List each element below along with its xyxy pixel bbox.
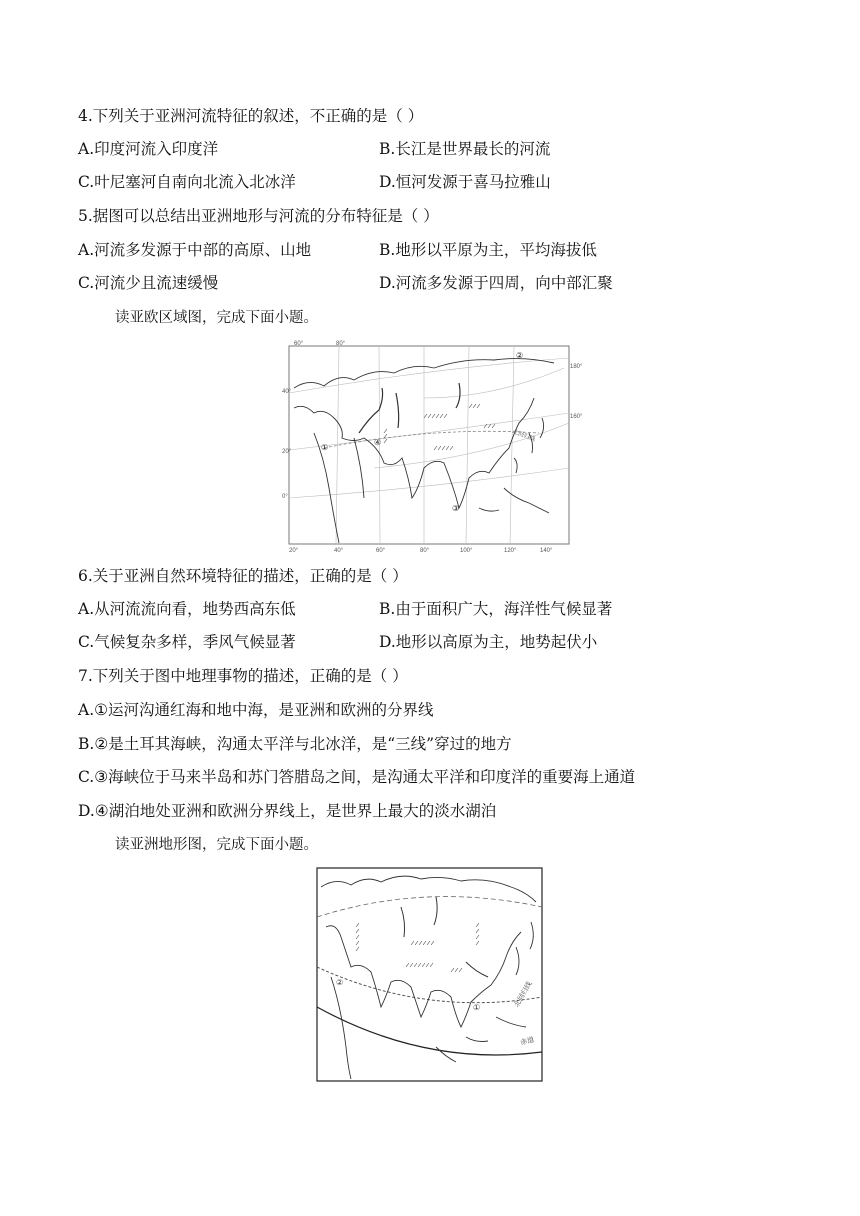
map1-marker-2: ② xyxy=(516,351,524,360)
q5-option-b: B.地形以平原为主，平均海拔低 xyxy=(379,241,597,259)
map1-lat-label: 20° xyxy=(282,449,292,455)
q5-stem: 5.据图可以总结出亚洲地形与河流的分布特征是（ ） xyxy=(78,207,439,225)
map1-lon-label-bottom: 120° xyxy=(504,548,517,554)
q7-option-d: D.④湖泊地处亚洲和欧洲分界线上，是世界上最大的淡水湖泊 xyxy=(78,802,497,820)
map2-marker-1: ① xyxy=(473,1003,481,1012)
map1-right-label: 180° xyxy=(570,364,583,370)
q4-stem: 4.下列关于亚洲河流特征的叙述，不正确的是（ ） xyxy=(78,107,424,125)
map2-tropic-label: 北回归线 xyxy=(513,980,534,1009)
q4-option-c: C.叶尼塞河自南向北流入北冰洋 xyxy=(78,173,296,191)
reading-intro-1: 读亚欧区域图，完成下面小题。 xyxy=(115,310,318,326)
map1-marker-4: ④ xyxy=(374,438,382,447)
map2-equator-label: 赤道 xyxy=(519,1036,536,1047)
map1-lon-label-bottom: 40° xyxy=(334,548,344,554)
eurasia-region-map xyxy=(282,338,583,554)
map1-lon-label-bottom: 80° xyxy=(420,548,430,554)
q4-option-a: A.印度河流入印度洋 xyxy=(78,140,219,158)
map1-lon-label-top: 60° xyxy=(294,341,304,347)
map2-marker-2: ② xyxy=(336,978,344,987)
q4-option-b: B.长江是世界最长的河流 xyxy=(379,140,551,158)
q6-option-a: A.从河流流向看，地势西高东低 xyxy=(78,600,296,618)
map1-lon-label-bottom: 60° xyxy=(376,548,386,554)
q5-option-d: D.河流多发源于四周，向中部汇聚 xyxy=(379,274,613,292)
q5-option-a: A.河流多发源于中部的高原、山地 xyxy=(78,241,312,259)
map1-tropic-label: 北回归线 xyxy=(511,429,536,444)
q7-option-b: B.②是土耳其海峡，沟通太平洋与北冰洋，是“三线”穿过的地方 xyxy=(78,735,512,753)
q6-option-c: C.气候复杂多样，季风气候显著 xyxy=(78,633,296,651)
reading-intro-2: 读亚洲地形图，完成下面小题。 xyxy=(115,837,318,853)
q7-stem: 7.下列关于图中地理事物的描述，正确的是（ ） xyxy=(78,667,408,685)
map1-lon-label-bottom: 20° xyxy=(289,548,299,554)
map1-marker-1: ① xyxy=(321,443,329,452)
map1-lat-label: 40° xyxy=(282,389,292,395)
map1-lat-label: 0° xyxy=(282,494,288,500)
q7-option-a: A.①运河沟通红海和地中海，是亚洲和欧洲的分界线 xyxy=(78,701,434,719)
q7-option-c: C.③海峡位于马来半岛和苏门答腊岛之间，是沟通太平洋和印度洋的重要海上通道 xyxy=(78,768,636,786)
q6-stem: 6.关于亚洲自然环境特征的描述，正确的是（ ） xyxy=(78,567,408,585)
q5-option-c: C.河流少且流速缓慢 xyxy=(78,274,219,292)
q6-option-d: D.地形以高原为主，地势起伏小 xyxy=(379,633,598,651)
asia-topographic-map xyxy=(316,867,544,1083)
q4-option-d: D.恒河发源于喜马拉雅山 xyxy=(379,173,551,191)
q6-option-b: B.由于面积广大，海洋性气候显著 xyxy=(379,600,613,618)
map1-marker-3: ③ xyxy=(452,504,460,513)
map1-right-label: 160° xyxy=(570,414,583,420)
map1-lon-label-bottom: 100° xyxy=(460,548,473,554)
map1-lon-label-bottom: 140° xyxy=(540,548,553,554)
map1-lon-label-top: 80° xyxy=(336,341,346,347)
